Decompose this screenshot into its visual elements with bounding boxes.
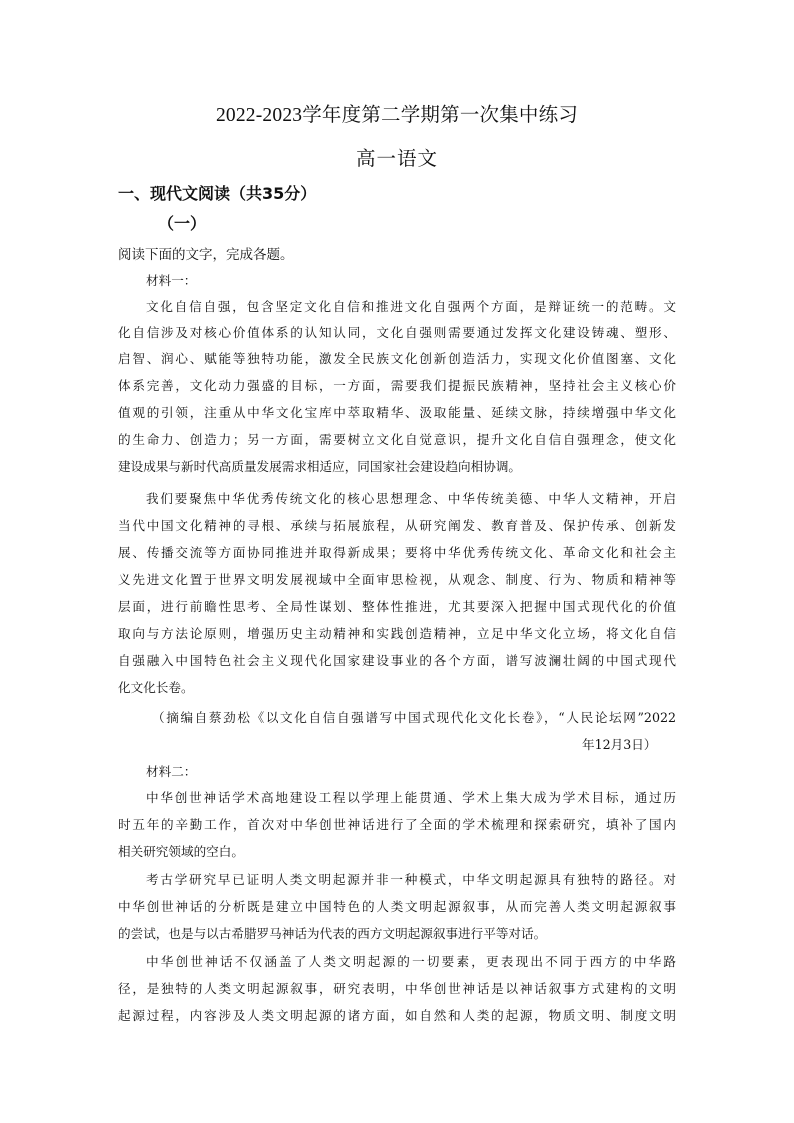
paragraph-line: 取向与方法论原则，增强历史主动精神和实践创造精神，立足中华文化立场，将文化自信 [118,626,676,641]
paragraph-line: 层面，进行前瞻性思考、全局性谋划、整体性推进，尤其要深入把握中国式现代化的价值 [118,599,676,614]
paragraph-line: 径，是独特的人类文明起源叙事，研究表明，中华创世神话是以神话叙事方式建构的文明 [118,981,676,996]
paragraph-line: 的尝试，也是与以古希腊罗马神话为代表的西方文明起源叙事进行平等对话。 [118,926,547,941]
exam-subtitle: 高一语文 [355,149,438,170]
paragraph-line: 启智、润心、赋能等独特功能，激发全民族文化创新创造活力，实现文化价值图塞、文化 [118,351,676,366]
paragraph-line: 中华创世神话的分析既是建立中国特色的人类文明起源叙事，从而完善人类文明起源叙事 [118,899,676,914]
paragraph-line: 展、传播交流等方面协同推进并取得新成果；要将中华优秀传统文化、革命文化和社会主 [118,545,676,560]
paragraph-line: 时五年的辛勤工作，首次对中华创世神话进行了全面的学术梳理和探索研究，填补了国内 [118,817,676,832]
paragraph-line: 文化自信自强，包含坚定文化自信和推进文化自强两个方面，是辩证统一的范畴。文 [146,299,676,314]
paragraph-line: 起源过程，内容涉及人类文明起源的诸方面，如自然和人类的起源，物质文明、制度文明 [118,1008,676,1023]
paragraph-line: 自强融入中国特色社会主义现代化国家建设事业的各个方面，谱写波澜壮阔的中国式现代 [118,653,676,668]
material-label: 材料二： [146,764,197,779]
paragraph-line: 中华创世神话学术高地建设工程以学理上能贯通、学术上集大成为学术目标，通过历 [146,790,676,805]
paragraph-line: 体系完善，文化动力强盛的目标，一方面，需要我们提振民族精神，坚持社会主义核心价 [118,378,676,393]
paragraph-line: 的生命力、创造力；另一方面，需要树立文化自觉意识，提升文化自信自强理念，使文化 [118,432,676,447]
section-heading: 一、现代文阅读（共35分） [118,184,317,203]
paragraph-line: 化文化长卷。 [118,680,194,695]
source-citation-date: 年12月3日） [582,737,657,752]
paragraph-line: 化自信涉及对核心价值体系的认知认同，文化自强则需要通过发挥文化建设铸魂、塑形、 [118,325,676,340]
paragraph-line: 当代中国文化精神的寻根、承续与拓展旅程，从研究阐发、教育普及、保护传承、创新发 [118,518,676,533]
instruction-text: 阅读下面的文字，完成各题。 [118,247,294,263]
paragraph-line: 中华创世神话不仅涵盖了人类文明起源的一切要素，更表现出不同于西方的中华路 [146,954,676,969]
source-citation: （摘编自蔡劲松《以文化自信自强谱写中国式现代化文化长卷》，“人民论坛网”2022 [152,710,676,725]
paragraph-line: 义先进文化置于世界文明发展视域中全面审思检视，从观念、制度、行为、物质和精神等 [118,572,676,587]
subsection-heading: （一） [158,214,207,233]
paragraph-line: 考古学研究早已证明人类文明起源并非一种模式，中华文明起源具有独特的路径。对 [146,872,676,887]
paragraph-line: 我们要聚焦中华优秀传统文化的核心思想理念、中华传统美德、中华人文精神，开启 [146,491,676,506]
paragraph-line: 相关研究领域的空白。 [118,844,244,859]
paragraph-line: 值观的引领，注重从中华文化宝库中萃取精华、汲取能量、延续文脉，持续增强中华文化 [118,405,676,420]
exam-title: 2022-2023学年度第二学期第一次集中练习 [215,105,579,126]
material-label: 材料一： [146,273,197,288]
paragraph-line: 建设成果与新时代高质量发展需求相适应，同国家社会建设趋向相协调。 [118,459,521,474]
